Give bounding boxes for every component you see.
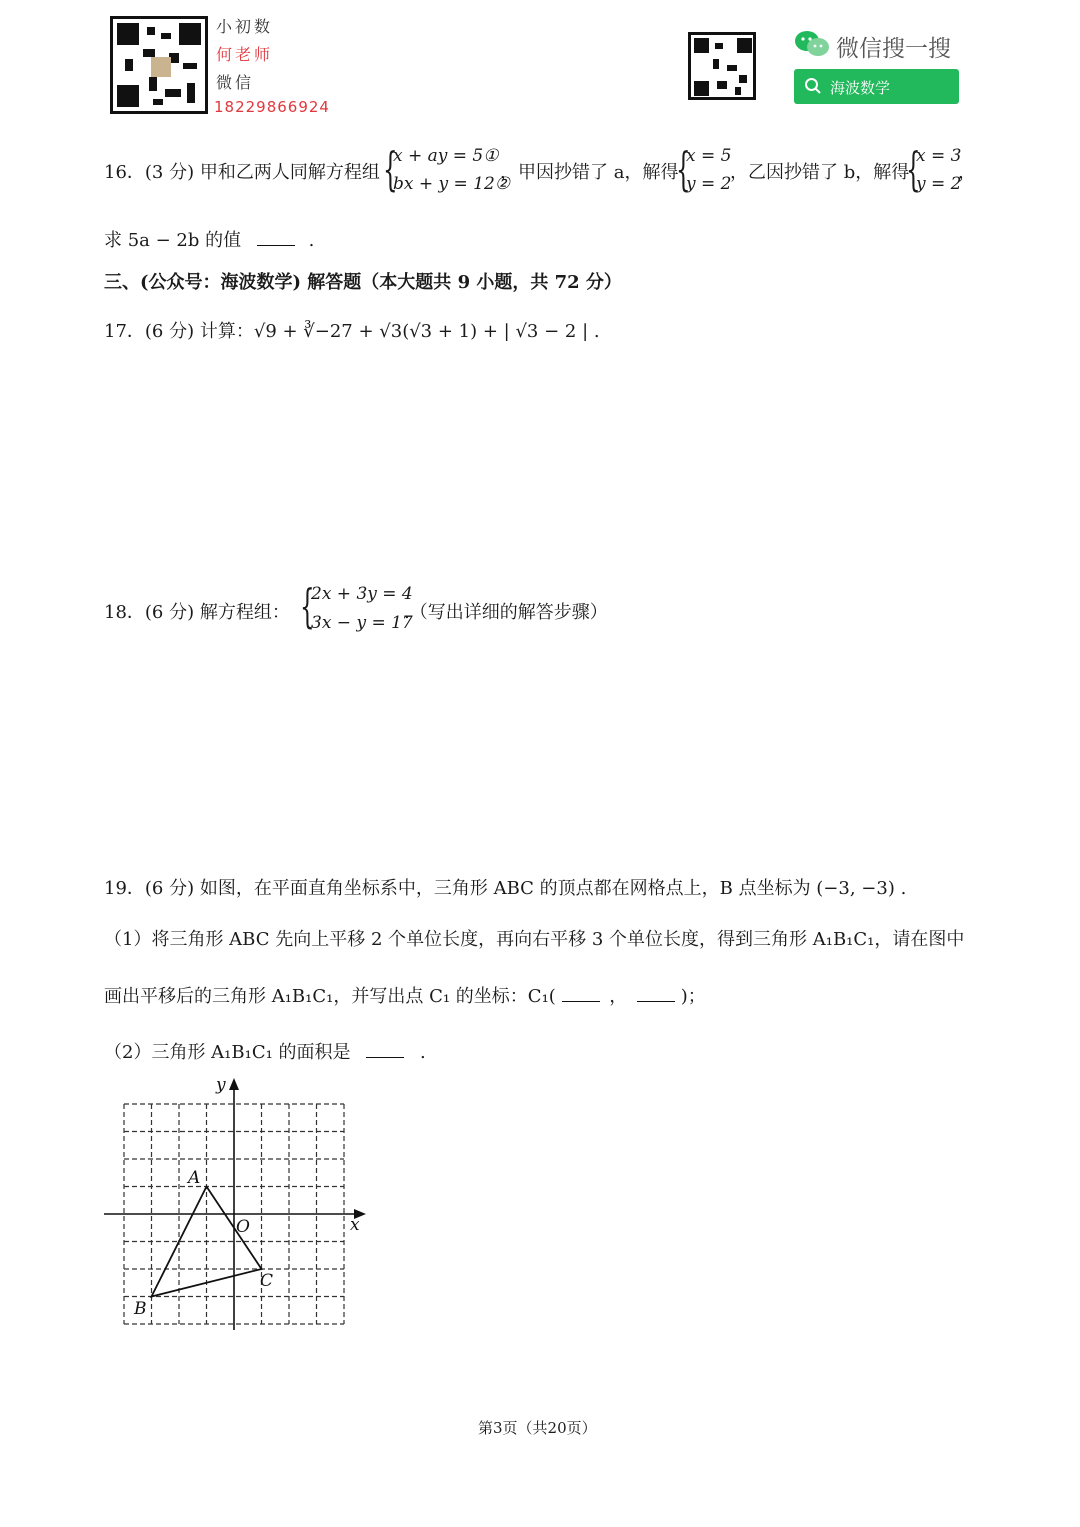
vertex-c-label: C	[260, 1271, 274, 1291]
q18-lead: 18．(6 分) 解方程组：	[104, 602, 290, 623]
q18-equation-1: 2x + 3y = 4	[311, 584, 413, 604]
q16-brace-2: {	[676, 142, 691, 196]
q16-answer-blank[interactable]	[257, 229, 295, 246]
q19-part1-a: （1）将三角形 ABC 先向上平移 2 个单位长度，再向右平移 3 个单位长度，得到三角形 A₁B₁C₁，请在图中	[104, 929, 965, 950]
origin-label: O	[236, 1217, 250, 1237]
q16-ask-text: 求 5a − 2b 的值	[104, 230, 242, 251]
coordinate-grid-figure	[100, 1072, 370, 1334]
q19-part1-b-text: 画出平移后的三角形 A₁B₁C₁，并写出点 C₁ 的坐标：C₁(	[104, 986, 556, 1007]
q16-solution-1b: y = 2	[686, 174, 732, 194]
q16-solution-2b: y = 2	[916, 174, 962, 194]
y-axis	[229, 1078, 239, 1330]
q19-part1-b-end: )；	[680, 986, 706, 1007]
contact-phone: 18229866924	[214, 98, 330, 116]
contact-line1: 小初数	[216, 17, 274, 36]
search-button-label: 海波数学	[830, 79, 891, 97]
x-axis	[104, 1209, 366, 1219]
search-button[interactable]	[794, 69, 959, 104]
q17-text: 17．(6 分) 计算：√9 + ∛−27 + √3(√3 + 1) + | √3 − 2 | .	[104, 321, 600, 342]
q16-tail: ，	[958, 162, 976, 183]
q16-lead: 16．(3 分) 甲和乙两人同解方程组	[104, 162, 380, 183]
q19-part2	[104, 1038, 426, 1064]
q16-solution-2a: x = 3	[916, 146, 962, 166]
vertex-a-label: A	[188, 1168, 201, 1188]
page-footer: 第3页（共20页）	[478, 1419, 597, 1437]
qr-code-right	[688, 32, 756, 100]
wechat-search-label: 微信搜一搜	[836, 36, 951, 62]
c1-y-blank[interactable]	[637, 985, 675, 1002]
vertex-b-label: B	[134, 1299, 147, 1319]
contact-line2: 何老师	[216, 45, 274, 64]
q19-part2-text: （2）三角形 A₁B₁C₁ 的面积是	[104, 1042, 351, 1063]
q16-end: .	[308, 230, 315, 251]
q16-mid-1: ，甲因抄错了 a，解得	[500, 162, 679, 183]
qr-code-left	[110, 16, 208, 114]
y-axis-label: y	[216, 1075, 226, 1095]
q18-brace: {	[300, 579, 315, 633]
q16-brace-1: {	[383, 142, 398, 196]
q16-equation-1: x + ay = 5①	[393, 146, 499, 166]
area-answer-blank[interactable]	[366, 1041, 404, 1058]
search-icon	[804, 77, 822, 99]
q16-equation-2: bx + y = 12②	[393, 174, 511, 194]
wechat-icon	[794, 30, 830, 58]
q18-equation-2: 3x − y = 17	[311, 613, 413, 633]
q18-tail: .（写出详细的解答步骤）	[404, 602, 608, 623]
q19-part1-b	[104, 982, 706, 1008]
q19-part2-end: .	[420, 1042, 426, 1063]
q16-solution-1a: x = 5	[686, 146, 732, 166]
c1-x-blank[interactable]	[562, 985, 600, 1002]
q16-mid-2: ，乙因抄错了 b，解得	[730, 162, 910, 183]
q16-ask	[104, 226, 314, 252]
q19-part1-b-comma: ，	[609, 986, 628, 1007]
q16-brace-3: {	[906, 142, 921, 196]
q19-lead: 19．(6 分) 如图，在平面直角坐标系中，三角形 ABC 的顶点都在网格点上，B 点坐标为 (−3, −3) .	[104, 878, 907, 899]
contact-line3: 微信	[216, 73, 255, 92]
x-axis-label: x	[350, 1215, 360, 1235]
section-3-heading: 三、(公众号：海波数学) 解答题（本大题共 9 小题，共 72 分）	[104, 272, 622, 293]
